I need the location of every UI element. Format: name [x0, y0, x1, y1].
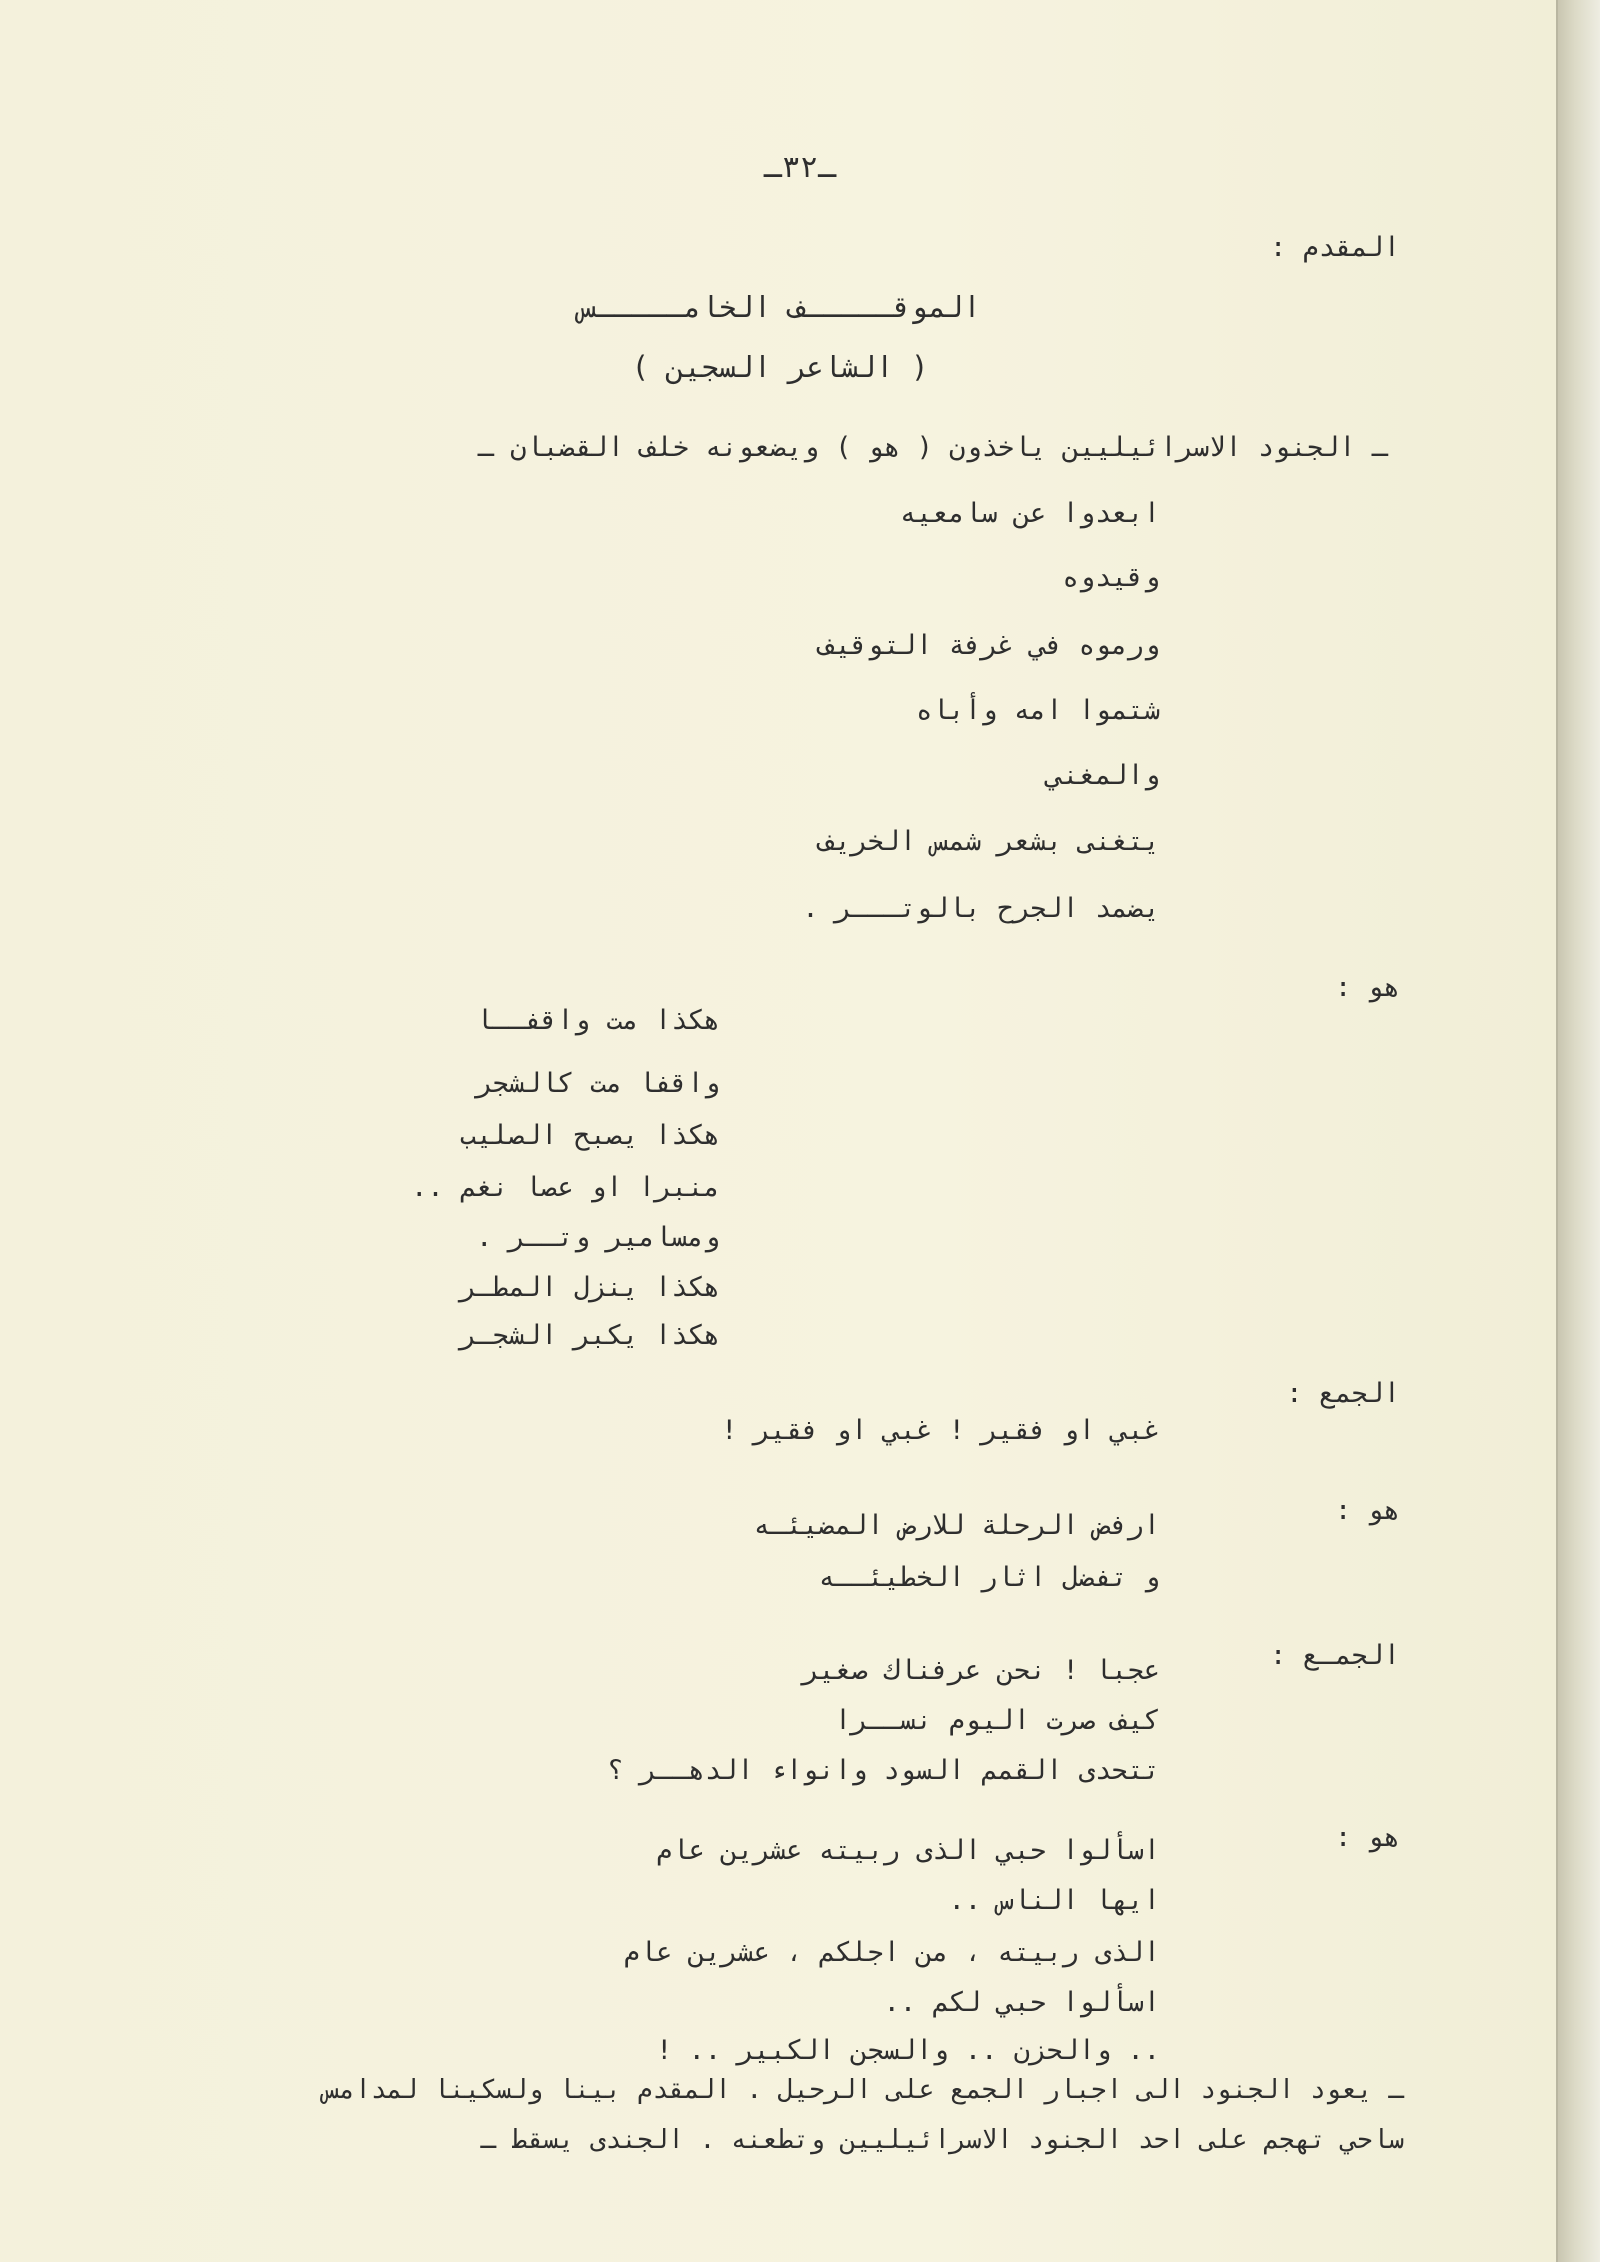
presenter-line: وقيدوه [1062, 562, 1160, 593]
group-line: كيف صرت اليوم نســرا [834, 1705, 1160, 1736]
group-line: غبي او فقير ! غبي او فقير ! [721, 1415, 1160, 1446]
page-number: ـ٣٢ـ [763, 150, 837, 185]
he-line: هكذا ينزل المطـر [459, 1272, 720, 1303]
presenter-line: يضمد الجرح بالوتـــر . [802, 893, 1160, 924]
he-line: ارفض الرحلة للارض المضيئـه [753, 1510, 1160, 1541]
he-line: ومسامير وتــر . [476, 1222, 720, 1253]
he-line: منبرا او عصا نغم .. [411, 1172, 720, 1203]
he-line: اسألوا حبي لكم .. [883, 1987, 1160, 2018]
he-line: .. والحزن .. والسجن الكبير .. ! [656, 2035, 1160, 2066]
speaker-label-group: الجمـع : [1269, 1640, 1400, 1671]
stage-direction-2: ساحي تهجم على احد الجنود الاسرائيليين وتطعنه . الجندى يسقط ـ [480, 2125, 1404, 2155]
stage-direction-2: ـ يعود الجنود الى اجبار الجمع على الرحيل . المقدم بينا ولسكينا لمدامس [323, 2075, 1404, 2105]
group-line: عجبا ! نحن عرفناك صغير [802, 1655, 1160, 1686]
speaker-label-group: الجمع : [1286, 1378, 1400, 1409]
presenter-line: يتغنى بشعر شمس الخريف [818, 826, 1160, 857]
he-line: اسألوا حبي الذى ربيته عشرين عام [656, 1835, 1160, 1866]
scene-subtitle: ( الشاعر السجين ) [631, 350, 929, 384]
he-line: الذى ربيته ، من اجلكم ، عشرين عام [623, 1937, 1160, 1968]
he-line: واقفا مت كالشجر [476, 1068, 720, 1099]
speaker-label-he: هو : [1334, 1495, 1400, 1526]
speaker-label-he: هو : [1334, 1822, 1400, 1853]
he-line: هكذا يصبح الصليب [459, 1120, 720, 1151]
he-line: و تفضل اثار الخطيئــه [818, 1562, 1160, 1593]
he-line: هكذا مت واقفــا [476, 1005, 720, 1036]
page-edge [1556, 0, 1600, 2262]
he-line: ايها الناس .. [948, 1885, 1160, 1916]
presenter-line: شتموا امه وأباه [916, 695, 1160, 726]
presenter-label: المقدم : [1269, 232, 1400, 263]
group-line: تتحدى القمم السود وانواء الدهــر ؟ [607, 1755, 1160, 1786]
presenter-line: ورموه في غرفة التوقيف [818, 630, 1160, 661]
presenter-line: ابعدوا عن سامعيه [899, 498, 1160, 529]
speaker-label-he: هو : [1334, 972, 1400, 1003]
scene-title: الموقـــــف الخامـــــس [579, 290, 981, 324]
stage-direction-1: ـ الجنود الاسرائيليين ياخذون ( هو ) ويضعونه خلف القضبان ـ [477, 432, 1388, 463]
presenter-line: والمغني [1046, 760, 1160, 791]
he-line: هكذا يكبر الشجـر [459, 1320, 720, 1351]
